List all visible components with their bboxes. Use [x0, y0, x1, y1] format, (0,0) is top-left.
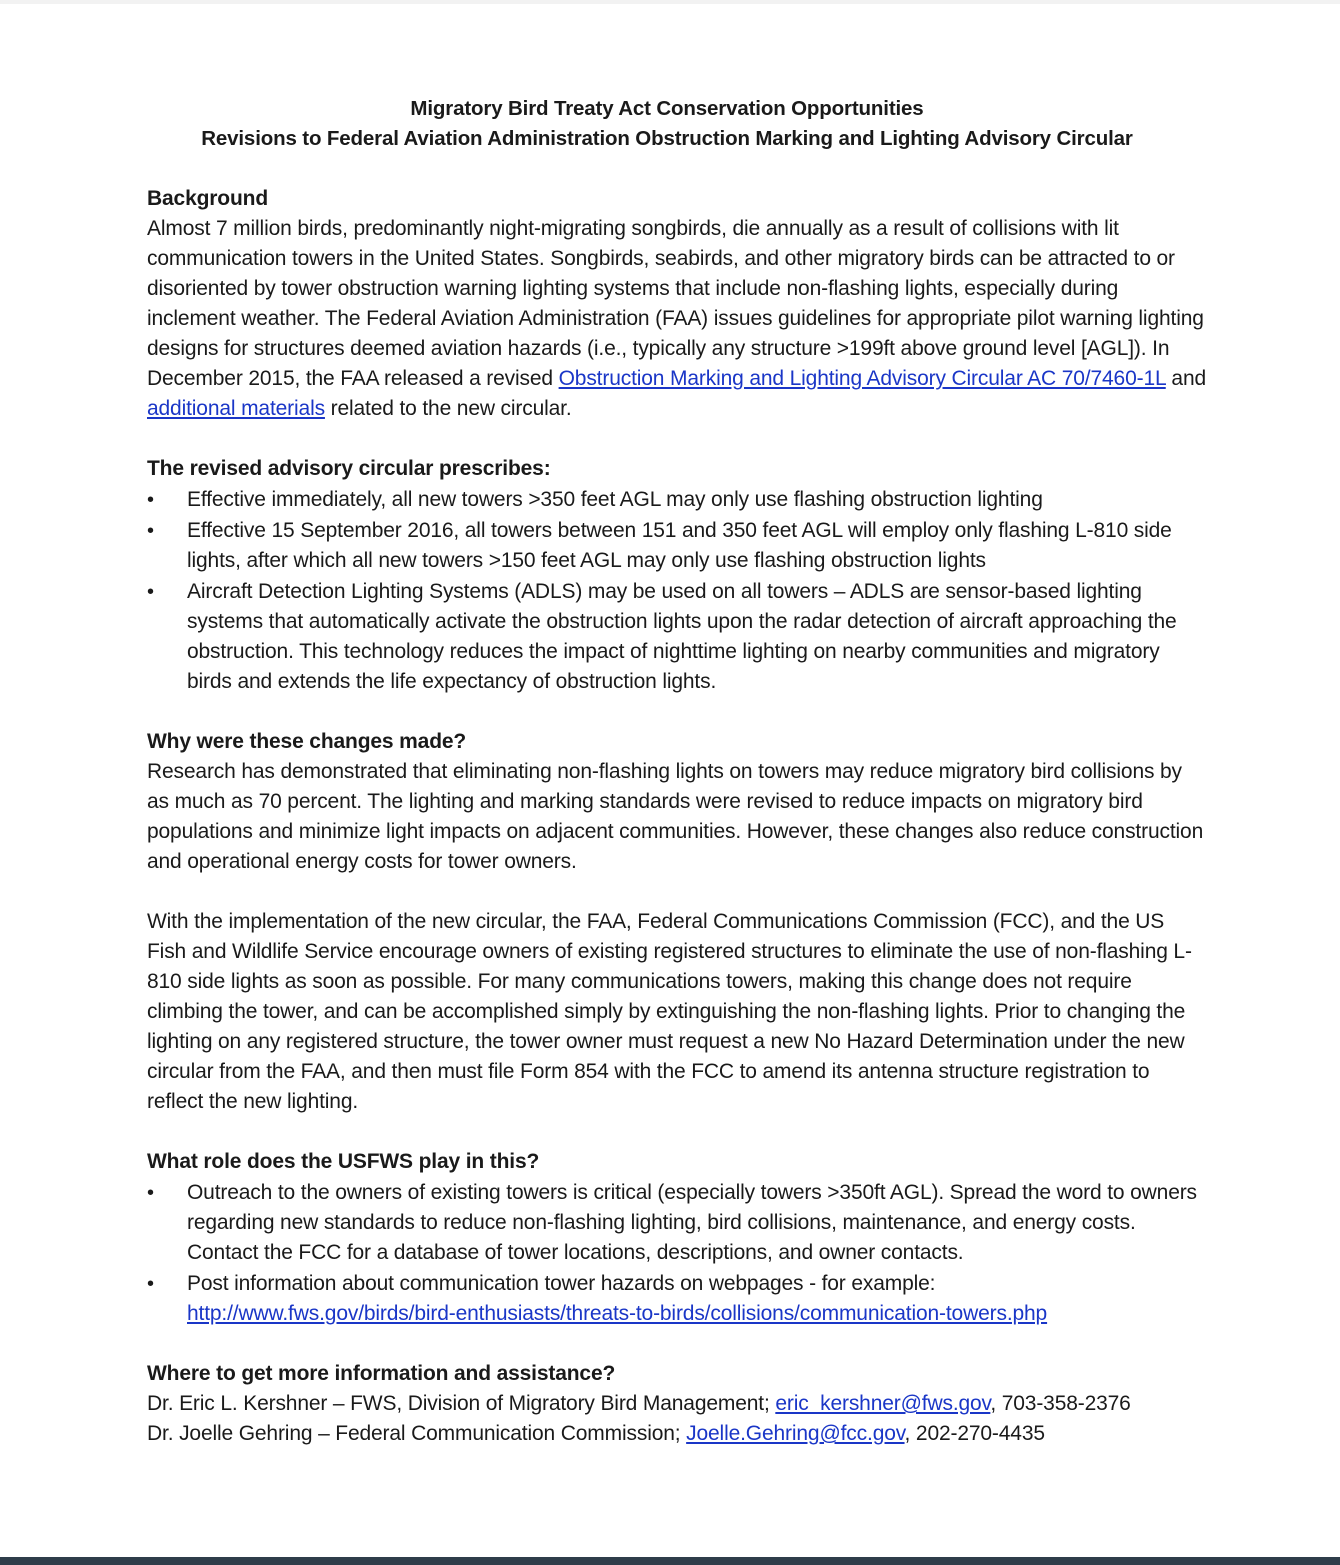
advisory-circular-link[interactable]: Obstruction Marking and Lighting Advisory Circular AC 70/7460-1L [558, 367, 1166, 390]
role-heading: What role does the USFWS play in this? [147, 1150, 540, 1173]
prescribes-heading: The revised advisory circular prescribes: [147, 457, 551, 480]
bullet-icon: • [147, 489, 154, 511]
background-text-between: and [1165, 367, 1207, 390]
background-paragraph [147, 214, 1207, 424]
contact-line: Dr. Eric L. Kershner – FWS, Division of Migratory Bird Management; eric_kershner@fws.gov, 703-358-2376 [147, 1392, 1131, 1415]
document-page [147, 94, 1207, 1449]
role-list [147, 1178, 1207, 1329]
bullet-icon: • [147, 581, 154, 603]
background-text-after: related to the new circular. [324, 397, 572, 420]
contacts-heading: Where to get more information and assistance? [147, 1362, 616, 1385]
role-section [147, 1147, 1207, 1329]
background-section [147, 184, 1207, 424]
list-item: • Aircraft Detection Lighting Systems (ADLS) may be used on all towers – ADLS are sensor-based lighting systems that automatically activate the obstruction lights upon the radar detection of aircraft approaching the obstruction. This technology reduces the impact of nighttime lighting on nearby communities and migratory birds and extends the life expectancy of obstruction lights. [147, 577, 1207, 697]
prescribes-section [147, 454, 1207, 697]
list-item: • Outreach to the owners of existing towers is critical (especially towers >350ft AGL). Spread the word to owners regarding new standards to reduce non-flashing lighting, bird collisions, maintenance, and energy costs. Contact the FCC for a database of tower locations, descriptions, and owner contacts. [147, 1178, 1207, 1268]
why-section [147, 727, 1207, 1117]
bullet-icon: • [147, 520, 154, 542]
fws-communication-towers-link[interactable]: http://www.fws.gov/birds/bird-enthusiasts/threats-to-birds/collisions/communication-towers.php [187, 1302, 1048, 1325]
background-heading: Background [147, 187, 269, 210]
bullet-icon: • [147, 1273, 154, 1295]
list-item: • Effective immediately, all new towers >350 feet AGL may only use flashing obstruction lighting [147, 485, 1207, 515]
prescribes-list [147, 485, 1207, 697]
email-link[interactable]: Joelle.Gehring@fcc.gov [686, 1422, 905, 1445]
contacts-section [147, 1359, 1207, 1449]
document-title [0, 94, 1340, 154]
list-item: • Post information about communication tower hazards on webpages - for example: http://www.fws.gov/birds/bird-enthusiasts/threats-to-birds/collisions/communication-towers.php [147, 1269, 1207, 1329]
why-paragraph-1: Research has demonstrated that eliminating non-flashing lights on towers may reduce migratory bird collisions by as much as 70 percent. The lighting and marking standards were revised to reduce impacts on migratory bird populations and minimize light impacts on adjacent communities. However, these changes also reduce construction and operational energy costs for tower owners. [147, 760, 1204, 873]
bottom-edge [0, 1557, 1340, 1565]
contact-line: Dr. Joelle Gehring – Federal Communication Commission; Joelle.Gehring@fcc.gov, 202-270-4435 [147, 1422, 1045, 1445]
email-link[interactable]: eric_kershner@fws.gov [775, 1392, 991, 1415]
why-heading: Why were these changes made? [147, 730, 467, 753]
why-paragraph-2: With the implementation of the new circular, the FAA, Federal Communications Commission (FCC), and the US Fish and Wildlife Service encourage owners of existing registered structures to eliminate the use of non-flashing L-810 side lights as soon as possible. For many communications towers, making this change does not require climbing the tower, and can be accomplished simply by extinguishing the non-flashing lights. Prior to changing the lighting on any registered structure, the tower owner must request a new No Hazard Determination under the new circular from the FAA, and then must file Form 854 with the FCC to amend its antenna structure registration to reflect the new lighting. [147, 910, 1192, 1113]
list-item: • Effective 15 September 2016, all towers between 151 and 350 feet AGL will employ only flashing L-810 side lights, after which all new towers >150 feet AGL may only use flashing obstruction lights [147, 516, 1207, 576]
top-edge [0, 0, 1340, 4]
title-line-2: Revisions to Federal Aviation Administration Obstruction Marking and Lighting Advisory Circular [201, 127, 1133, 150]
background-text: Almost 7 million birds, predominantly night-migrating songbirds, die annually as a result of collisions with lit communication towers in the United States. Songbirds, seabirds, and other migratory birds can be attracted to or disoriented by tower obstruction warning lighting systems that include non-flashing lights, especially during inclement weather. The Federal Aviation Administration (FAA) issues guidelines for appropriate pilot warning lighting designs for structures deemed aviation hazards (i.e., typically any structure >199ft above ground level [AGL]). In December 2015, the FAA released a revised [147, 217, 1204, 390]
additional-materials-link[interactable]: additional materials [147, 397, 325, 420]
bullet-icon: • [147, 1182, 154, 1204]
title-line-1: Migratory Bird Treaty Act Conservation Opportunities [410, 97, 924, 120]
